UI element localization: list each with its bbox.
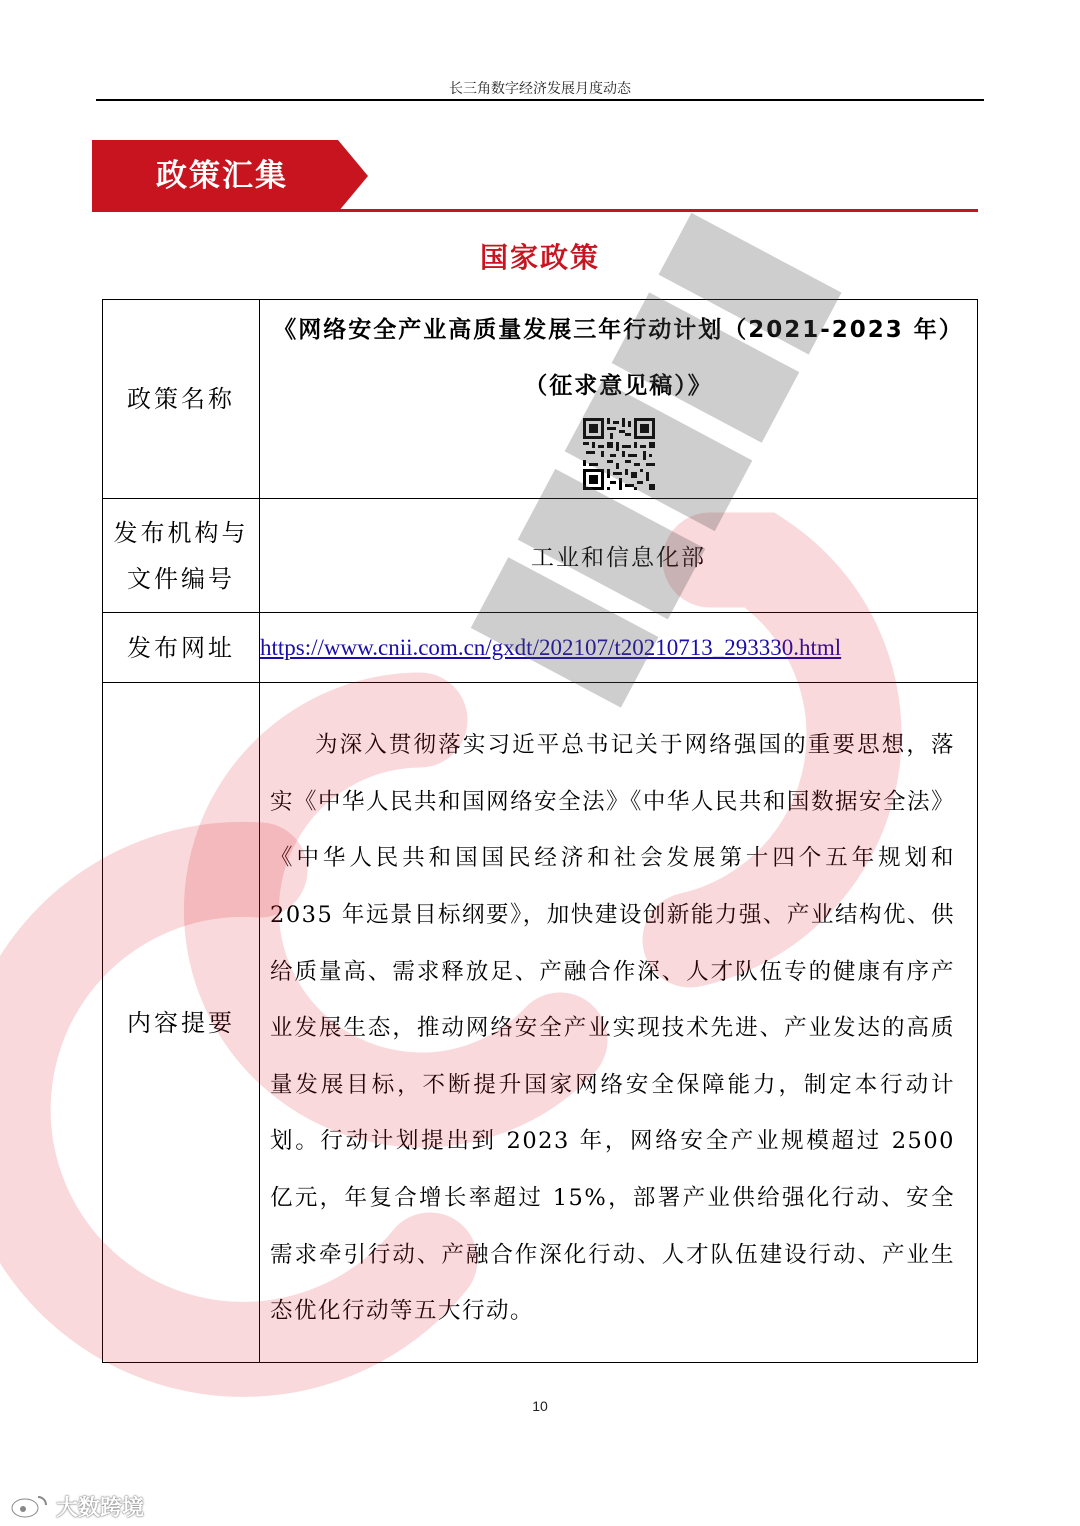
policy-url-link[interactable]: https://www.cnii.com.cn/gxdt/202107/t20210713_293330.html — [260, 634, 842, 660]
section-banner — [92, 140, 368, 212]
summary-cell — [260, 683, 978, 1363]
table-row-url — [103, 613, 978, 683]
weibo-logo-icon — [10, 1493, 50, 1519]
label-summary: 内容提要 — [103, 683, 260, 1363]
running-header: 长三角数字经济发展月度动态 — [449, 81, 631, 97]
subsection-title: 国家政策 — [479, 241, 600, 274]
table-row-policy-name — [103, 300, 978, 499]
policy-name-line-2: （征求意见稿）》 — [524, 373, 713, 399]
label-policy-name: 政策名称 — [103, 300, 260, 499]
url-cell — [260, 613, 978, 683]
label-publisher — [103, 499, 260, 613]
header-rule — [96, 99, 984, 101]
label-url: 发布网址 — [103, 613, 260, 683]
table-row-summary — [103, 683, 978, 1363]
section-title: 政策汇集 — [156, 158, 288, 194]
label-publisher-line-2: 文件编号 — [127, 564, 235, 593]
publisher-value: 工业和信息化部 — [260, 499, 978, 613]
policy-name-line-1: 《网络安全产业高质量发展三年行动计划（2021-2023 年） — [273, 317, 964, 343]
summary-text: 为深入贯彻落实习近平总书记关于网络强国的重要思想，落实《中华人民共和国网络安全法》《中华人民共和国数据安全法》《中华人民共和国国民经济和社会发展第十四个五年规划和 2035 年远景目标纲要》，加快建设创新能力强、产业结构优、供给质量高、需求释放足、产融合作深、人才队伍专的健康有序产业发展生态，推动网络安全产业实现技术先进、产业发达的高质量发展目标，不断提升国家网络安全保障能力，制定本行动计划。行动计划提出到 2023 年，网络安全产业规模超过 2500 亿元，年复合增长率超过 15%，部署产业供给强化行动、安全需求牵引行动、产融合作深化行动、人才队伍建设行动、产业生态优化行动等五大行动。 — [270, 732, 955, 1325]
policy-name — [260, 300, 977, 414]
table-row-publisher — [103, 499, 978, 613]
source-badge-text: 大数跨境 — [56, 1495, 145, 1521]
qr-code-icon[interactable] — [583, 418, 655, 490]
source-badge — [10, 1490, 144, 1522]
policy-table — [102, 299, 978, 1363]
label-publisher-line-1: 发布机构与 — [113, 518, 249, 547]
page-number: 10 — [532, 1398, 548, 1414]
policy-name-cell — [260, 300, 978, 499]
